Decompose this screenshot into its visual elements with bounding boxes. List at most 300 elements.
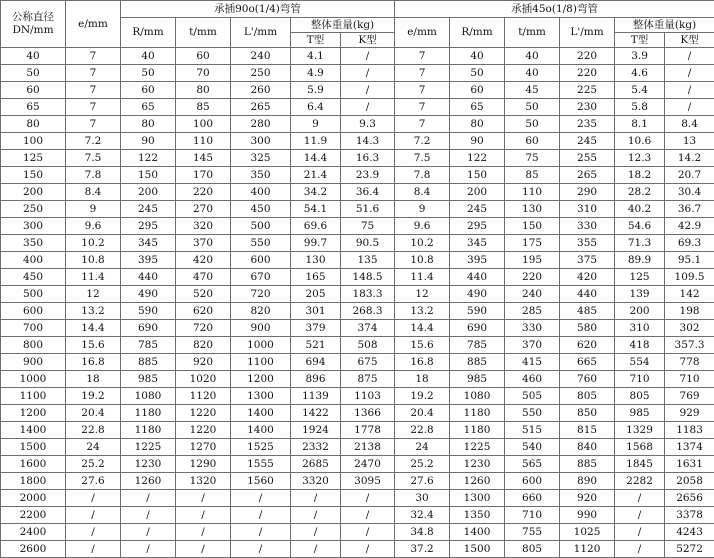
cell-dn: 1100	[1, 388, 66, 405]
cell-l-45: 310	[560, 201, 615, 218]
cell-weight-t-90: 54.1	[291, 201, 341, 218]
cell-weight-t-90: 301	[291, 303, 341, 320]
cell-e-90: 16.8	[66, 354, 121, 371]
cell-e-45: 19.2	[395, 388, 450, 405]
cell-r-45: 50	[450, 65, 505, 82]
cell-weight-t-90: 4.1	[291, 48, 341, 65]
cell-e-90: 11.4	[66, 269, 121, 286]
header-t-type-45: T型	[615, 33, 665, 48]
cell-l-90: 720	[231, 286, 291, 303]
cell-weight-k-90: 1366	[341, 405, 395, 422]
cell-weight-k-90: /	[341, 48, 395, 65]
header-nominal-diameter	[1, 1, 66, 48]
cell-dn: 400	[1, 252, 66, 269]
cell-t-90: 110	[176, 133, 231, 150]
cell-t-45: 600	[505, 473, 560, 490]
cell-t-45: 40	[505, 65, 560, 82]
cell-dn: 250	[1, 201, 66, 218]
cell-r-90: 200	[121, 184, 176, 201]
cell-l-45: 1120	[560, 541, 615, 558]
cell-weight-t-45: 3.9	[615, 48, 665, 65]
cell-weight-k-45: 14.2	[665, 150, 714, 167]
cell-t-90: 145	[176, 150, 231, 167]
cell-e-90: 7	[66, 99, 121, 116]
cell-weight-k-45: 30.4	[665, 184, 714, 201]
cell-weight-k-45: 4243	[665, 524, 714, 541]
cell-weight-k-90: 16.3	[341, 150, 395, 167]
cell-e-45: 18	[395, 371, 450, 388]
cell-weight-k-90: 23.9	[341, 167, 395, 184]
table-row	[1, 337, 714, 354]
cell-e-45: 37.2	[395, 541, 450, 558]
table-row	[1, 405, 714, 422]
cell-weight-k-90: 148.5	[341, 269, 395, 286]
cell-l-90: 300	[231, 133, 291, 150]
cell-weight-t-45: 310	[615, 320, 665, 337]
cell-e-90: 10.8	[66, 252, 121, 269]
cell-l-90: 325	[231, 150, 291, 167]
cell-r-45: 785	[450, 337, 505, 354]
cell-t-90: 70	[176, 65, 231, 82]
cell-dn: 2600	[1, 541, 66, 558]
cell-weight-k-45: 357.3	[665, 337, 714, 354]
cell-e-90: /	[66, 507, 121, 524]
cell-dn: 50	[1, 65, 66, 82]
cell-dn: 900	[1, 354, 66, 371]
cell-weight-k-45: 198	[665, 303, 714, 320]
cell-r-90: 490	[121, 286, 176, 303]
cell-l-45: 885	[560, 456, 615, 473]
cell-t-45: 415	[505, 354, 560, 371]
cell-l-90: 600	[231, 252, 291, 269]
header-t-45: t/mm	[505, 18, 560, 48]
cell-t-90: 1220	[176, 405, 231, 422]
table-row	[1, 303, 714, 320]
cell-weight-k-45: 36.7	[665, 201, 714, 218]
cell-t-45: 285	[505, 303, 560, 320]
cell-l-90: 1525	[231, 439, 291, 456]
cell-l-45: 920	[560, 490, 615, 507]
cell-weight-t-45: 18.2	[615, 167, 665, 184]
cell-weight-t-45: 805	[615, 388, 665, 405]
cell-dn: 125	[1, 150, 66, 167]
cell-r-90: 590	[121, 303, 176, 320]
cell-e-90: 7	[66, 65, 121, 82]
cell-l-90: 240	[231, 48, 291, 65]
cell-t-90: 1290	[176, 456, 231, 473]
cell-weight-k-45: 13	[665, 133, 714, 150]
table-row	[1, 65, 714, 82]
header-e-90: e/mm	[66, 1, 121, 48]
table-row	[1, 235, 714, 252]
cell-t-45: 110	[505, 184, 560, 201]
cell-t-90: 820	[176, 337, 231, 354]
table-row	[1, 218, 714, 235]
cell-weight-k-90: 2470	[341, 456, 395, 473]
cell-dn: 2200	[1, 507, 66, 524]
cell-weight-k-90: /	[341, 490, 395, 507]
table-row	[1, 150, 714, 167]
cell-weight-k-45: 929	[665, 405, 714, 422]
cell-weight-k-90: /	[341, 524, 395, 541]
cell-weight-k-45: /	[665, 82, 714, 99]
cell-r-90: 395	[121, 252, 176, 269]
cell-weight-t-90: 69.6	[291, 218, 341, 235]
table-row	[1, 167, 714, 184]
table-row	[1, 320, 714, 337]
cell-weight-t-45: 2282	[615, 473, 665, 490]
cell-weight-k-90: 90.5	[341, 235, 395, 252]
cell-weight-t-45: 54.6	[615, 218, 665, 235]
cell-t-90: 620	[176, 303, 231, 320]
cell-weight-t-90: /	[291, 490, 341, 507]
cell-weight-t-45: 8.1	[615, 116, 665, 133]
cell-r-90: 295	[121, 218, 176, 235]
table-row	[1, 507, 714, 524]
cell-e-45: 25.2	[395, 456, 450, 473]
cell-dn: 500	[1, 286, 66, 303]
cell-e-45: 7	[395, 116, 450, 133]
cell-l-45: 235	[560, 116, 615, 133]
cell-l-45: 290	[560, 184, 615, 201]
cell-l-90: 265	[231, 99, 291, 116]
cell-r-90: 885	[121, 354, 176, 371]
cell-r-45: 1080	[450, 388, 505, 405]
header-k-type-45: K型	[665, 33, 714, 48]
table-row	[1, 541, 714, 558]
cell-l-45: 990	[560, 507, 615, 524]
cell-e-45: 9	[395, 201, 450, 218]
cell-l-45: 805	[560, 388, 615, 405]
cell-l-90: 820	[231, 303, 291, 320]
cell-r-45: 1260	[450, 473, 505, 490]
cell-e-45: 8.4	[395, 184, 450, 201]
cell-weight-t-45: 28.2	[615, 184, 665, 201]
cell-dn: 1200	[1, 405, 66, 422]
cell-weight-t-90: 521	[291, 337, 341, 354]
header-group-45-bend: 承插45o(1/8)弯管	[395, 1, 714, 18]
cell-weight-t-45: 985	[615, 405, 665, 422]
cell-t-90: 1220	[176, 422, 231, 439]
cell-l-45: 355	[560, 235, 615, 252]
cell-weight-k-90: /	[341, 541, 395, 558]
cell-r-90: 1080	[121, 388, 176, 405]
cell-r-45: 985	[450, 371, 505, 388]
cell-weight-t-45: /	[615, 541, 665, 558]
cell-weight-k-45: 69.3	[665, 235, 714, 252]
cell-weight-t-45: 1329	[615, 422, 665, 439]
cell-r-45: 1350	[450, 507, 505, 524]
cell-l-90: /	[231, 541, 291, 558]
cell-r-45: 1225	[450, 439, 505, 456]
cell-dn: 60	[1, 82, 66, 99]
cell-r-90: 80	[121, 116, 176, 133]
cell-weight-t-90: 5.9	[291, 82, 341, 99]
cell-dn: 1500	[1, 439, 66, 456]
cell-dn: 80	[1, 116, 66, 133]
cell-r-45: 295	[450, 218, 505, 235]
cell-e-45: 22.8	[395, 422, 450, 439]
cell-t-45: 660	[505, 490, 560, 507]
cell-weight-k-90: /	[341, 99, 395, 116]
cell-l-90: 1400	[231, 405, 291, 422]
cell-weight-t-90: 896	[291, 371, 341, 388]
cell-t-45: 550	[505, 405, 560, 422]
cell-weight-k-90: 268.3	[341, 303, 395, 320]
cell-weight-k-45: 302	[665, 320, 714, 337]
cell-weight-t-45: 5.8	[615, 99, 665, 116]
cell-t-90: 220	[176, 184, 231, 201]
cell-weight-k-90: 9.3	[341, 116, 395, 133]
cell-e-90: /	[66, 524, 121, 541]
cell-e-45: 14.4	[395, 320, 450, 337]
cell-r-45: 245	[450, 201, 505, 218]
cell-t-45: 130	[505, 201, 560, 218]
cell-l-90: 350	[231, 167, 291, 184]
cell-e-90: 7.8	[66, 167, 121, 184]
cell-weight-t-90: 130	[291, 252, 341, 269]
cell-e-90: 14.4	[66, 320, 121, 337]
cell-l-45: 440	[560, 286, 615, 303]
cell-l-90: /	[231, 524, 291, 541]
cell-dn: 1000	[1, 371, 66, 388]
cell-e-45: 32.4	[395, 507, 450, 524]
cell-r-45: 1300	[450, 490, 505, 507]
cell-r-45: 60	[450, 82, 505, 99]
cell-weight-k-45: 5272	[665, 541, 714, 558]
cell-e-45: 24	[395, 439, 450, 456]
cell-e-45: 34.8	[395, 524, 450, 541]
cell-r-90: 1260	[121, 473, 176, 490]
cell-l-45: 850	[560, 405, 615, 422]
cell-weight-k-90: 183.3	[341, 286, 395, 303]
cell-t-90: 1120	[176, 388, 231, 405]
cell-t-90: 1320	[176, 473, 231, 490]
cell-l-90: /	[231, 490, 291, 507]
cell-e-90: 15.6	[66, 337, 121, 354]
cell-l-45: 890	[560, 473, 615, 490]
cell-weight-t-45: 89.9	[615, 252, 665, 269]
cell-l-45: 220	[560, 65, 615, 82]
cell-weight-t-45: 10.6	[615, 133, 665, 150]
table-row	[1, 422, 714, 439]
table-row	[1, 82, 714, 99]
cell-weight-t-90: 14.4	[291, 150, 341, 167]
cell-t-90: 470	[176, 269, 231, 286]
cell-e-45: 7	[395, 48, 450, 65]
cell-weight-t-90: 1139	[291, 388, 341, 405]
cell-weight-t-90: /	[291, 507, 341, 524]
table-row	[1, 473, 714, 490]
cell-l-45: 665	[560, 354, 615, 371]
cell-l-45: 1025	[560, 524, 615, 541]
header-weight-45: 整体重量(kg)	[615, 18, 714, 33]
cell-t-90: 420	[176, 252, 231, 269]
cell-weight-k-45: 142	[665, 286, 714, 303]
header-weight-90: 整体重量(kg)	[291, 18, 395, 33]
cell-weight-k-45: 42.9	[665, 218, 714, 235]
cell-weight-k-45: 2656	[665, 490, 714, 507]
cell-dn: 1400	[1, 422, 66, 439]
cell-dn: 1600	[1, 456, 66, 473]
cell-l-90: 900	[231, 320, 291, 337]
cell-weight-k-90: 1778	[341, 422, 395, 439]
cell-r-90: 1230	[121, 456, 176, 473]
header-group-90-bend: 承插90o(1/4)弯管	[121, 1, 395, 18]
cell-l-45: 420	[560, 269, 615, 286]
cell-l-90: 1200	[231, 371, 291, 388]
cell-t-90: 920	[176, 354, 231, 371]
cell-e-45: 13.2	[395, 303, 450, 320]
table-row	[1, 524, 714, 541]
cell-r-90: 1180	[121, 422, 176, 439]
cell-weight-t-90: 1924	[291, 422, 341, 439]
cell-r-45: 1400	[450, 524, 505, 541]
header-nominal-diameter-label: 公称直径DN/mm	[12, 11, 54, 36]
table-row	[1, 354, 714, 371]
cell-t-45: 515	[505, 422, 560, 439]
cell-weight-k-45: 95.1	[665, 252, 714, 269]
cell-weight-t-90: 4.9	[291, 65, 341, 82]
cell-t-45: 50	[505, 116, 560, 133]
cell-weight-k-90: 1103	[341, 388, 395, 405]
cell-r-90: /	[121, 524, 176, 541]
cell-r-90: 65	[121, 99, 176, 116]
cell-weight-t-90: /	[291, 524, 341, 541]
cell-dn: 150	[1, 167, 66, 184]
cell-weight-t-45: 40.2	[615, 201, 665, 218]
cell-r-45: 122	[450, 150, 505, 167]
cell-dn: 700	[1, 320, 66, 337]
cell-weight-k-90: 36.4	[341, 184, 395, 201]
cell-r-45: 1230	[450, 456, 505, 473]
header-r-45: R/mm	[450, 18, 505, 48]
table-row	[1, 388, 714, 405]
cell-t-90: 100	[176, 116, 231, 133]
cell-weight-k-90: 51.6	[341, 201, 395, 218]
cell-weight-t-90: 694	[291, 354, 341, 371]
cell-r-45: 90	[450, 133, 505, 150]
cell-l-90: 260	[231, 82, 291, 99]
cell-l-90: 400	[231, 184, 291, 201]
cell-l-45: 620	[560, 337, 615, 354]
cell-r-90: /	[121, 541, 176, 558]
cell-t-90: 370	[176, 235, 231, 252]
cell-r-90: 440	[121, 269, 176, 286]
cell-l-45: 760	[560, 371, 615, 388]
cell-l-90: 250	[231, 65, 291, 82]
cell-weight-t-90: 205	[291, 286, 341, 303]
cell-r-45: 590	[450, 303, 505, 320]
cell-weight-t-45: 12.3	[615, 150, 665, 167]
cell-e-45: 11.4	[395, 269, 450, 286]
table-row	[1, 48, 714, 65]
cell-l-90: 1300	[231, 388, 291, 405]
cell-r-90: 60	[121, 82, 176, 99]
cell-e-45: 9.6	[395, 218, 450, 235]
cell-l-45: 255	[560, 150, 615, 167]
header-t-type-90: T型	[291, 33, 341, 48]
table-row	[1, 133, 714, 150]
cell-e-45: 7	[395, 82, 450, 99]
cell-t-90: 1270	[176, 439, 231, 456]
cell-weight-t-45: 139	[615, 286, 665, 303]
cell-l-45: 230	[560, 99, 615, 116]
cell-dn: 40	[1, 48, 66, 65]
cell-t-45: 370	[505, 337, 560, 354]
cell-weight-k-45: /	[665, 65, 714, 82]
cell-e-90: 7	[66, 48, 121, 65]
cell-e-45: 12	[395, 286, 450, 303]
header-k-type-90: K型	[341, 33, 395, 48]
cell-weight-k-90: 3095	[341, 473, 395, 490]
header-l-45: L'/mm	[560, 18, 615, 48]
table-row	[1, 99, 714, 116]
table-row	[1, 269, 714, 286]
cell-l-90: 450	[231, 201, 291, 218]
cell-l-90: 1000	[231, 337, 291, 354]
table-row	[1, 252, 714, 269]
cell-e-90: 27.6	[66, 473, 121, 490]
cell-weight-t-90: 379	[291, 320, 341, 337]
cell-r-90: 50	[121, 65, 176, 82]
cell-dn: 200	[1, 184, 66, 201]
cell-t-45: 565	[505, 456, 560, 473]
cell-weight-t-45: 5.4	[615, 82, 665, 99]
cell-t-90: /	[176, 507, 231, 524]
cell-r-90: 345	[121, 235, 176, 252]
cell-l-45: 375	[560, 252, 615, 269]
cell-weight-t-45: 1845	[615, 456, 665, 473]
cell-t-45: 50	[505, 99, 560, 116]
cell-r-45: 80	[450, 116, 505, 133]
cell-l-90: 1400	[231, 422, 291, 439]
cell-l-90: 670	[231, 269, 291, 286]
cell-weight-t-45: 1568	[615, 439, 665, 456]
cell-r-45: 1180	[450, 405, 505, 422]
table-row	[1, 371, 714, 388]
cell-weight-k-90: 508	[341, 337, 395, 354]
cell-e-90: 25.2	[66, 456, 121, 473]
cell-e-90: 9.6	[66, 218, 121, 235]
cell-l-45: 580	[560, 320, 615, 337]
cell-e-90: 19.2	[66, 388, 121, 405]
cell-r-90: 1180	[121, 405, 176, 422]
cell-r-45: 65	[450, 99, 505, 116]
table-row	[1, 490, 714, 507]
cell-e-90: 10.2	[66, 235, 121, 252]
cell-weight-k-45: /	[665, 48, 714, 65]
cell-t-90: 80	[176, 82, 231, 99]
cell-weight-t-45: 200	[615, 303, 665, 320]
cell-t-90: 520	[176, 286, 231, 303]
cell-e-45: 20.4	[395, 405, 450, 422]
cell-r-45: 885	[450, 354, 505, 371]
cell-e-90: 7	[66, 82, 121, 99]
cell-weight-k-45: 20.7	[665, 167, 714, 184]
cell-e-45: 30	[395, 490, 450, 507]
cell-e-90: 18	[66, 371, 121, 388]
cell-r-45: 395	[450, 252, 505, 269]
cell-t-45: 805	[505, 541, 560, 558]
cell-weight-t-45: 418	[615, 337, 665, 354]
cell-e-45: 7	[395, 65, 450, 82]
cell-t-45: 195	[505, 252, 560, 269]
cell-l-90: 1560	[231, 473, 291, 490]
cell-weight-k-45: 1631	[665, 456, 714, 473]
cell-weight-t-90: 1422	[291, 405, 341, 422]
cell-l-45: 815	[560, 422, 615, 439]
